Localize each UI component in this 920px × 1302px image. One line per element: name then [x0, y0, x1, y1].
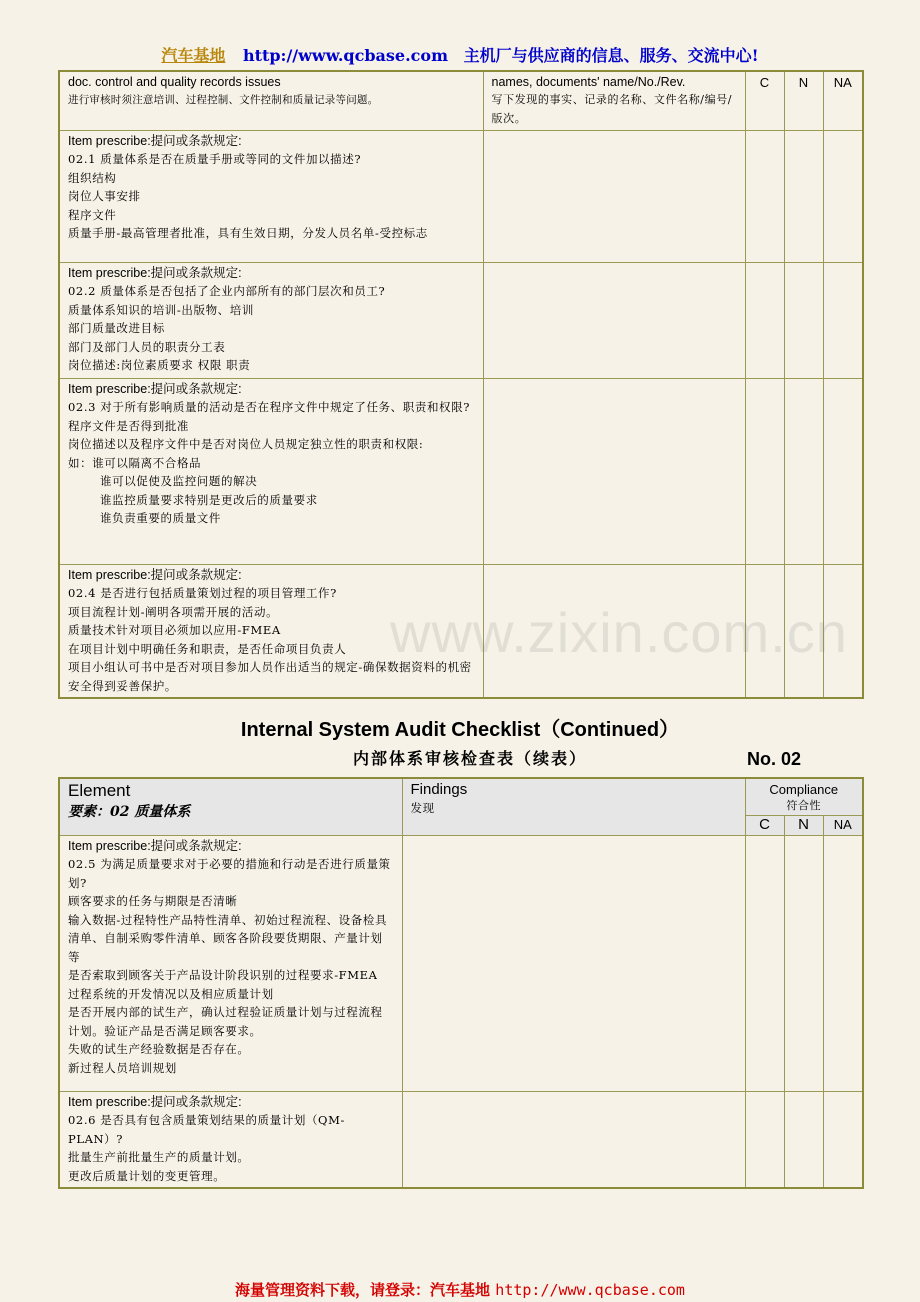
item-requirement-cell [59, 565, 483, 699]
site-header [0, 44, 920, 68]
findings-column-header [483, 71, 745, 131]
table2-header-row [59, 778, 863, 816]
findings-cell[interactable] [483, 565, 745, 699]
item-question: 02.6 是否具有包含质量策划结果的质量计划（QM-PLAN）? [68, 1113, 345, 1146]
watermark: www.zixin.com.cn [390, 601, 848, 664]
item-line: 是否开展内部的试生产，确认过程验证质量计划与过程流程计划。验证产品是否满足顾客要求。 [68, 1005, 383, 1038]
na-cell[interactable] [823, 379, 863, 565]
table-row [59, 263, 863, 379]
c-cell[interactable] [745, 836, 784, 1092]
compliance-label-zh: 符合性 [786, 799, 822, 812]
item-requirement-cell [59, 131, 483, 263]
na-cell[interactable] [823, 565, 863, 699]
item-line: 岗位描述:岗位素质要求 权限 职责 [68, 358, 251, 372]
findings-header [402, 778, 745, 836]
item-line: 质量体系知识的培训-出版物、培训 [68, 302, 254, 317]
item-line: 项目小组认可书中是否对项目参加人员作出适当的规定-确保数据资料的机密安全得到妥善保护。 [68, 660, 472, 693]
item-requirement-cell [59, 263, 483, 379]
item-line: 程序文件是否得到批准 [68, 418, 189, 433]
item-prescribe-label: Item prescribe:提问或条款规定: [68, 382, 242, 396]
brand-link[interactable]: 汽车基地 [161, 46, 226, 65]
item-line-indented: 谁负责重要的质量文件 [100, 511, 221, 525]
findings-label-en: Findings [410, 781, 468, 798]
n-column-header: N [784, 816, 823, 836]
n-cell[interactable] [784, 1092, 823, 1189]
n-cell[interactable] [784, 379, 823, 565]
site-footer [0, 1280, 920, 1300]
c-column-header: C [745, 71, 784, 131]
site-url-link[interactable]: http://www.qcbase.com [242, 46, 449, 65]
element-label-zh: 要素：02 质量体系 [68, 804, 191, 820]
na-cell[interactable] [823, 836, 863, 1092]
na-column-header: NA [823, 71, 863, 131]
item-line: 质量手册-最高管理者批准，具有生效日期，分发人员名单-受控标志 [68, 226, 428, 240]
item-requirement-cell [59, 1092, 402, 1189]
item-line-indented: 谁监控质量要求特别是更改后的质量要求 [100, 492, 318, 507]
item-line: 部门及部门人员的职责分工表 [68, 339, 226, 354]
item-question: 02.5 为满足质量要求对于必要的措施和行动是否进行质量策划? [68, 857, 391, 890]
findings-label-zh: 发现 [410, 801, 435, 815]
compliance-header [745, 778, 863, 816]
item-line: 顾客要求的任务与期限是否清晰 [68, 894, 238, 908]
findings-cell[interactable] [483, 131, 745, 263]
c-cell[interactable] [745, 565, 784, 699]
item-question: 02.4 是否进行包括质量策划过程的项目管理工作? [68, 586, 337, 600]
na-column-header: NA [823, 816, 863, 836]
item-prescribe-label: Item prescribe:提问或条款规定: [68, 266, 242, 280]
n-cell[interactable] [784, 131, 823, 263]
footer-url-link[interactable]: http://www.qcbase.com [495, 1281, 685, 1299]
c-cell[interactable] [745, 1092, 784, 1189]
document-number: No. 02 [747, 749, 802, 769]
item-line: 部门质量改进目标 [68, 321, 165, 335]
item-line-indented: 谁可以促使及监控问题的解决 [100, 474, 258, 488]
item-line: 是否索取到顾客关于产品设计阶段识别的过程要求-FMEA [68, 968, 378, 982]
item-question: 02.3 对于所有影响质量的活动是否在程序文件中规定了任务、职责和权限? [68, 400, 471, 414]
item-line: 组织结构 [68, 170, 117, 185]
n-cell[interactable] [784, 836, 823, 1092]
na-cell[interactable] [823, 131, 863, 263]
item-line: 项目流程计划-阐明各项需开展的活动。 [68, 604, 279, 619]
item-line: 质量技术针对项目必须加以应用-FMEA [68, 623, 281, 637]
element-label-en: Element [68, 781, 131, 800]
item-line: 岗位人事安排 [68, 189, 141, 203]
page-title: Internal System Audit Checklist（Continued） [240, 719, 680, 741]
item-line: 如：谁可以隔离不合格品 [68, 455, 202, 470]
item-line: 批量生产前批量生产的质量计划。 [68, 1150, 250, 1164]
na-cell[interactable] [823, 263, 863, 379]
footer-text: 海量管理资料下载，请登录：汽车基地 [235, 1281, 491, 1299]
na-cell[interactable] [823, 1092, 863, 1189]
item-line: 更改后质量计划的变更管理。 [68, 1168, 226, 1183]
table-row [59, 1092, 863, 1189]
item-line: 程序文件 [68, 207, 117, 222]
requirement-column-header [59, 71, 483, 131]
element-header [59, 778, 402, 836]
findings-header-zh: 写下发现的事实、记录的名称、文件名称/编号/版次。 [491, 93, 733, 125]
c-column-header: C [745, 816, 784, 836]
item-question: 02.2 质量体系是否包括了企业内部所有的部门层次和员工? [68, 284, 386, 298]
c-cell[interactable] [745, 263, 784, 379]
findings-cell[interactable] [402, 1092, 745, 1189]
n-column-header: N [784, 71, 823, 131]
requirement-header-en: doc. control and quality records issues [68, 75, 281, 89]
item-line: 失败的试生产经验数据是否存在。 [68, 1042, 250, 1056]
compliance-label-en: Compliance [769, 782, 839, 797]
item-line: 在项目计划中明确任务和职责，是否任命项目负责人 [68, 641, 347, 656]
site-slogan: 主机厂与供应商的信息、服务、交流中心! [463, 46, 759, 65]
findings-cell[interactable] [483, 263, 745, 379]
n-cell[interactable] [784, 263, 823, 379]
item-prescribe-label: Item prescribe:提问或条款规定: [68, 568, 242, 582]
item-prescribe-label: Item prescribe:提问或条款规定: [68, 134, 242, 148]
item-line: 岗位描述以及程序文件中是否对岗位人员规定独立性的职责和权限: [68, 437, 424, 451]
requirement-header-zh: 进行审核时须注意培训、过程控制、文件控制和质量记录等问题。 [68, 94, 379, 106]
item-prescribe-label: Item prescribe:提问或条款规定: [68, 839, 242, 853]
n-cell[interactable] [784, 565, 823, 699]
checklist-table-1 [58, 70, 864, 699]
table1-header-row [59, 71, 863, 131]
item-line: 输入数据-过程特性产品特性清单、初始过程流程、设备检具清单、自制采购零件清单、顾客各阶段要货期限、产量计划等 [68, 912, 388, 964]
item-line: 新过程人员培训规划 [68, 1060, 177, 1075]
table-row [59, 565, 863, 699]
item-prescribe-label: Item prescribe:提问或条款规定: [68, 1095, 242, 1109]
c-cell[interactable] [745, 131, 784, 263]
table-row [59, 131, 863, 263]
item-requirement-cell [59, 379, 483, 565]
item-question: 02.1 质量体系是否在质量手册或等同的文件加以描述? [68, 152, 362, 166]
item-requirement-cell [59, 836, 402, 1092]
item-line: 过程系统的开发情况以及相应质量计划 [68, 986, 274, 1001]
checklist-table-2 [58, 777, 864, 1189]
table-row [59, 379, 863, 565]
c-cell[interactable] [745, 379, 784, 565]
page-title-zh: 内部体系审核检查表（续表） [352, 749, 587, 768]
findings-header-en: names, documents' name/No./Rev. [491, 75, 686, 89]
table-row [59, 836, 863, 1092]
findings-cell[interactable] [402, 836, 745, 1092]
findings-cell[interactable] [483, 379, 745, 565]
